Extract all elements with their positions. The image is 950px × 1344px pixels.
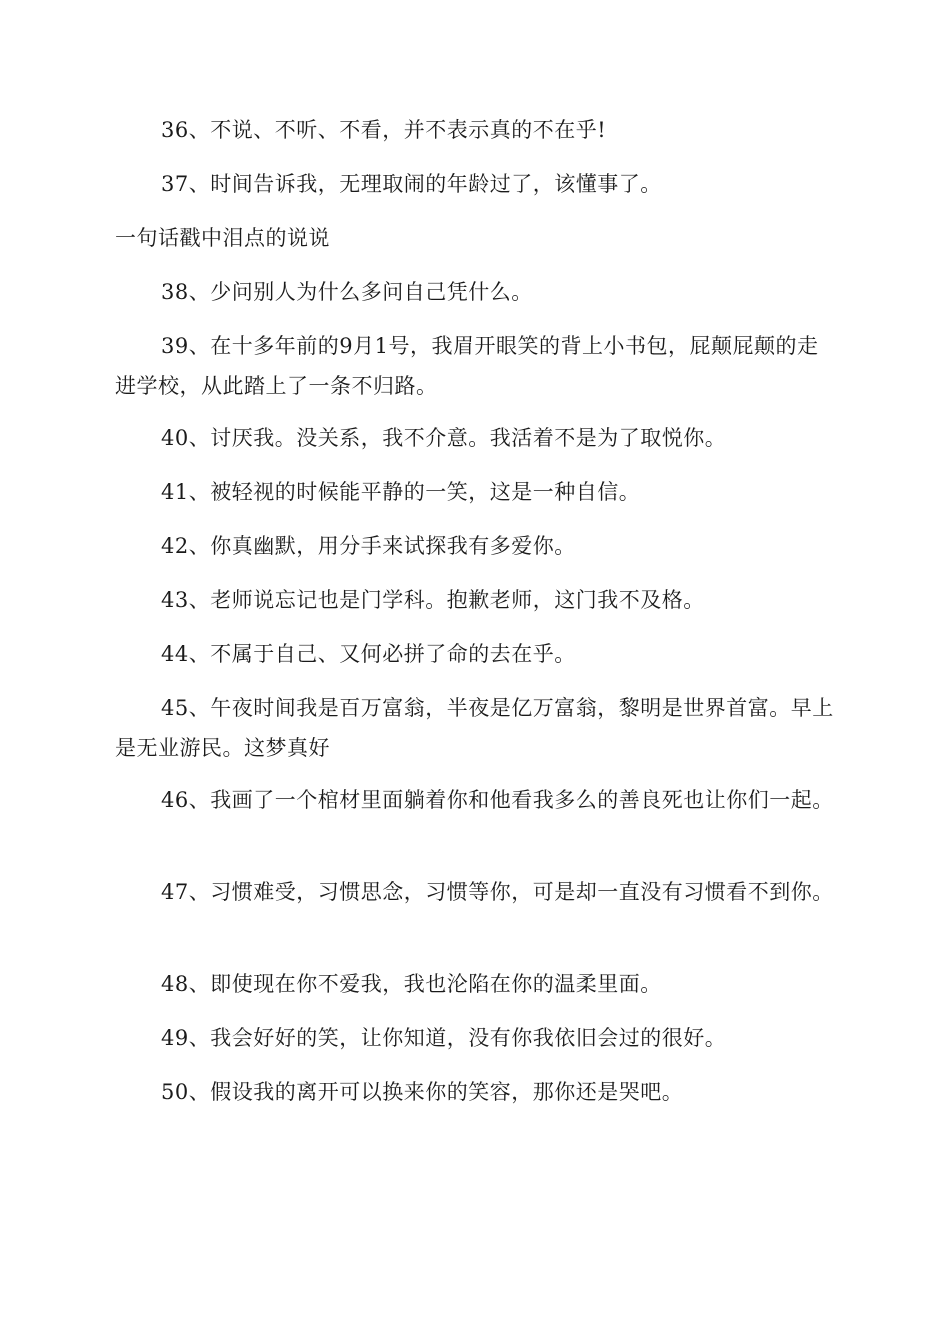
- paragraph-40: 40、讨厌我。没关系，我不介意。我活着不是为了取悦你。: [161, 426, 727, 450]
- paragraph-47: 47、习惯难受，习惯思念，习惯等你，可是却一直没有习惯看不到你。: [161, 880, 834, 904]
- paragraph-39: 39、在十多年前的9月1号，我眉开眼笑的背上小书包，屁颠屁颠的走进学校，从此踏上了一条不归路。: [115, 334, 819, 398]
- section-heading: 一句话戳中泪点的说说: [115, 226, 330, 250]
- paragraph-50: 50、假设我的离开可以换来你的笑容，那你还是哭吧。: [161, 1080, 684, 1104]
- paragraph-49: 49、我会好好的笑，让你知道，没有你我依旧会过的很好。: [161, 1026, 727, 1050]
- paragraph-46: 46、我画了一个棺材里面躺着你和他看我多么的善良死也让你们一起。: [161, 788, 834, 812]
- paragraph-44: 44、不属于自己、又何必拼了命的去在乎。: [161, 642, 576, 666]
- paragraph-36: 36、不说、不听、不看，并不表示真的不在乎!: [161, 118, 607, 142]
- paragraph-43: 43、老师说忘记也是门学科。抱歉老师，这门我不及格。: [161, 588, 705, 612]
- paragraph-45: 45、午夜时间我是百万富翁，半夜是亿万富翁，黎明是世界首富。早上是无业游民。这梦真好: [115, 696, 834, 760]
- paragraph-38: 38、少问别人为什么多问自己凭什么。: [161, 280, 533, 304]
- paragraph-41: 41、被轻视的时候能平静的一笑，这是一种自信。: [161, 480, 641, 504]
- paragraph-48: 48、即使现在你不爱我，我也沦陷在你的温柔里面。: [161, 972, 662, 996]
- paragraph-37: 37、时间告诉我，无理取闹的年龄过了，该懂事了。: [161, 172, 662, 196]
- paragraph-42: 42、你真幽默，用分手来试探我有多爱你。: [161, 534, 576, 558]
